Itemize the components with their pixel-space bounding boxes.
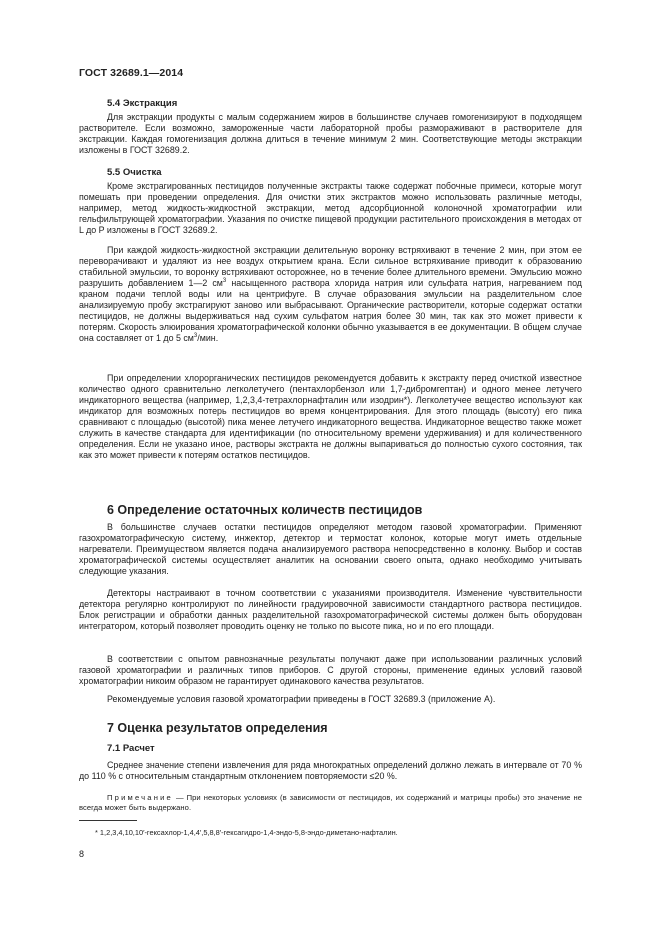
section-5-5-paragraph-3: При определении хлорорганических пестицидов рекомендуется добавить к экстракту перед очисткой известное количество одного сравнительно легколетучего (пентахлорбензол или 1,7-дибромгептан) и одного менее летучего индикаторного вещества (например, 1,2,3,4-тетрахлорнафталин или изодрин*). Легколетучее вещество используют как индикатор для возможных потерь пестицидов во время концентрирования. Для этого площадь (высоту) его пика сравнивают с площадью (высотой) пика менее летучего индикаторного вещества. Индикаторное вещество также может служить в качестве стандарта для идентификации (по относительному времени удерживания) и для количественного определения. Если не указано иное, растворы экстракта не должны выпариваться до полностью сухого состояния, так как это может привести к потерям остатков пестицидов. — [79, 373, 582, 460]
section-6-heading: 6 Определение остаточных количеств пестицидов — [107, 503, 423, 517]
footnote-divider — [79, 820, 137, 821]
section-6-paragraph-1: В большинстве случаев остатки пестицидов определяют методом газовой хроматографии. Применяют газохроматографическую систему, инжектор, детектор и термостат колонок, которые могут иметь отдельные нагреватели. Преимуществом является подача анализируемого раствора непосредственно в колонку. Выбор и состав хроматографической системы осуществляет аналитик на основании своего опыта, однако необходимо учитывать следующие указания. — [79, 522, 582, 576]
section-5-4-heading: 5.4 Экстракция — [107, 98, 178, 109]
section-5-4-paragraph: Для экстракции продукты с малым содержанием жиров в большинстве случаев гомогенизируют в подходящем растворителе. Если возможно, замороженные части лабораторной пробы размораживают в растворителе для экстракции. Каждая гомогенизация должна длиться в течение минимум 2 мин. Соответствующие методы экстракции изложены в ГОСТ 32689.2. — [79, 112, 582, 155]
section-6-paragraph-4: Рекомендуемые условия газовой хроматографии приведены в ГОСТ 32689.3 (приложение А). — [107, 694, 496, 704]
section-7-1-paragraph: Среднее значение степени извлечения для ряда многократных определений должно лежать в интервале от 70 % до 110 % с относительным стандартным отклонением повторяемости ≤20 %. — [79, 760, 582, 781]
section-7-heading: 7 Оценка результатов определения — [107, 721, 328, 735]
section-5-5-paragraph-2: При каждой жидкость-жидкостной экстракции делительную воронку встряхивают в течение 2 мин, при этом ее переворачивают и удаляют из нее воздух открытием крана. Если сильное встряхивание приводит к образованию стабильной эмульсии, то воронку встряхивают осторожнее, но в течение более длительного времени. Эмульсию можно разрушить добавлением 1—2 $см^3$ насыщенного раствора хлорида натрия или сульфата натрия, нагреванием под краном подачи теплой воды или на центрифуге. В случае образования эмульсии на разделительном слое анализируемую пробу экстрагируют заново или выбрасывают. Органические растворители, которые содержат остатки пестицидов, не должны выдерживаться над сухим сульфатом натрия более 30 мин, так как это может привести к потерям. Скорость элюирования хроматографической колонки обычно указывается в ее документации. В общем случае она составляет от 1 до 5 $см^3$/мин. — [79, 245, 582, 343]
section-5-5-paragraph-1: Кроме экстрагированных пестицидов полученные экстракты также содержат побочные примеси, которые могут помешать при проведении определения. Для очистки этих экстрактов можно использовать различные методы, например, метод жидкость-жидкостной экстракции, метод адсорбционной колоночной хроматографии или гельфильтрующей хроматографии. Указания по очистке пищевой продукции растительного происхождения в методах от L до P изложены в ГОСТ 32689.2. — [79, 181, 582, 235]
document-header: ГОСТ 32689.1—2014 — [79, 67, 184, 79]
footnote: * 1,2,3,4,10,10′-гексахлор-1,4,4′,5,8,8′-гексагидро-1,4-эндо-5,8-эндо-диметано-нафталин. — [95, 828, 398, 837]
section-6-paragraph-3: В соответствии с опытом равнозначные результаты получают даже при использовании различных условий газовой хроматографии и различных типов приборов. С другой стороны, применение единых условий газовой хроматографии никоим образом не гарантирует одинакового качества результатов. — [79, 654, 582, 686]
section-7-1-note: Примечание — При некоторых условиях (в зависимости от пестицидов, их содержаний и матрицы пробы) это значение не всегда может быть выдержано. — [79, 793, 582, 813]
page-number: 8 — [79, 849, 85, 859]
section-6-paragraph-2: Детекторы настраивают в точном соответствии с указаниями производителя. Изменение чувствительности детектора регулярно контролируют по линейности градуировочной зависимости стандартного раствора пестицидов. Блок регистрации и обработки данных разделительной газохроматографической системы должен быть оборудован интегратором, который позволяет проводить оценку не только по высоте пика, но и по его площади. — [79, 588, 582, 631]
section-7-1-heading: 7.1 Расчет — [107, 743, 155, 754]
section-5-5-heading: 5.5 Очистка — [107, 167, 162, 178]
